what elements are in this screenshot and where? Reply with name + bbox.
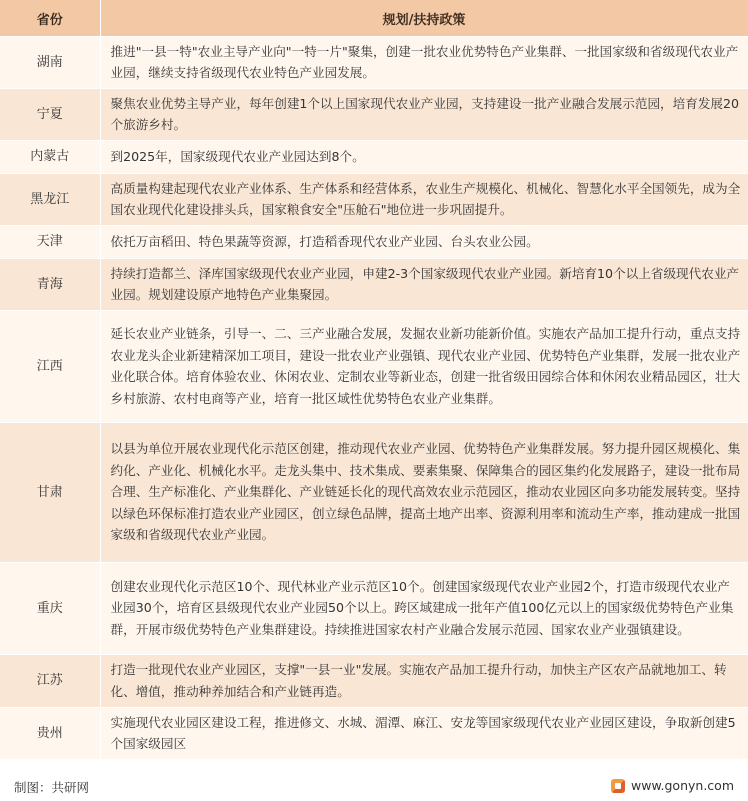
province-cell: 天津 — [0, 226, 100, 259]
province-cell: 黑龙江 — [0, 174, 100, 226]
table-row — [0, 141, 748, 174]
province-cell: 贵州 — [0, 708, 100, 760]
chart-source: 制图：共研网 — [14, 780, 90, 795]
province-cell: 重庆 — [0, 563, 100, 655]
table-row — [0, 226, 748, 259]
province-cell: 甘肃 — [0, 423, 100, 563]
table-header-row — [0, 0, 748, 37]
province-cell: 青海 — [0, 259, 100, 311]
table-row — [0, 655, 748, 708]
policy-cell: 延长农业产业链条，引导一、二、三产业融合发展，发掘农业新功能新价值。实施农产品加工提升行动，重点支持农业龙头企业新建精深加工项目，建设一批农业产业强镇、现代农业产业园、优势特色产业集群，发展一批农业产业化联合体。培育体验农业、休闲农业、定制农业等新业态，创建一批省级田园综合体和休闲农业精品园区，壮大乡村旅游、农村电商等产业，培育一批区域性优势特色农业产业集群。 — [100, 311, 748, 423]
table-row — [0, 423, 748, 563]
policy-cell: 创建农业现代化示范区10个、现代林业产业示范区10个。创建国家级现代农业产业园2个，打造市级现代农业产业园30个，培育区县级现代农业产业园50个以上。跨区域建成一批年产值100亿元以上的国家级优势特色产业集群，开展市级优势特色产业集群建设。持续推进国家农村产业融合发展示范园、国家农业产业强镇建设。 — [100, 563, 748, 655]
footer — [0, 771, 748, 801]
policy-cell: 实施现代农业园区建设工程，推进修文、水城、湄潭、麻江、安龙等国家级现代农业产业园区建设，争取新创建5个国家级园区 — [100, 708, 748, 760]
gonyn-logo-icon — [611, 779, 625, 793]
table-row — [0, 708, 748, 760]
site-credit — [611, 778, 734, 793]
column-header-province: 省份 — [0, 0, 100, 37]
table-row — [0, 174, 748, 226]
table-row — [0, 89, 748, 141]
policy-cell: 依托万亩稻田、特色果蔬等资源，打造稻香现代农业产业园、台头农业公园。 — [100, 226, 748, 259]
policy-cell: 聚焦农业优势主导产业，每年创建1个以上国家现代农业产业园，支持建设一批产业融合发展示范园，培育发展20个旅游乡村。 — [100, 89, 748, 141]
province-cell: 湖南 — [0, 37, 100, 89]
policy-cell: 打造一批现代农业产业园区，支撑"一县一业"发展。实施农产品加工提升行动，加快主产区农产品就地加工、转化、增值，推动种养加结合和产业链再造。 — [100, 655, 748, 708]
table-row — [0, 259, 748, 311]
policy-cell: 高质量构建起现代农业产业体系、生产体系和经营体系，农业生产规模化、机械化、智慧化水平全国领先，成为全国农业现代化建设排头兵，国家粮食安全"压舱石"地位进一步巩固提升。 — [100, 174, 748, 226]
column-header-policy: 规划/扶持政策 — [100, 0, 748, 37]
table-row — [0, 37, 748, 89]
site-url: www.gonyn.com — [631, 778, 734, 793]
policy-cell: 推进"一县一特"农业主导产业向"一特一片"聚集，创建一批农业优势特色产业集群、一批国家级和省级现代农业产业园，继续支持省级现代农业特色产业园发展。 — [100, 37, 748, 89]
province-cell: 内蒙古 — [0, 141, 100, 174]
province-cell: 宁夏 — [0, 89, 100, 141]
table-row — [0, 311, 748, 423]
province-cell: 江苏 — [0, 655, 100, 708]
policy-cell: 持续打造都兰、泽库国家级现代农业产业园，申建2-3个国家级现代农业产业园。新培育10个以上省级现代农业产业园。规划建设原产地特色产业集聚园。 — [100, 259, 748, 311]
province-cell: 江西 — [0, 311, 100, 423]
policy-cell: 到2025年，国家级现代农业产业园达到8个。 — [100, 141, 748, 174]
table-row — [0, 563, 748, 655]
policy-cell: 以县为单位开展农业现代化示范区创建，推动现代农业产业园、优势特色产业集群发展。努力提升园区规模化、集约化、产业化、机械化水平。走龙头集中、技术集成、要素集聚、保障集合的园区集约化发展路子，建设一批布局合理、生产标准化、产业集群化、产业链延长化的现代高效农业示范园区，推动农业园区向多功能发展转变。坚持以绿色环保标准打造农业产业园区，创立绿色品牌，提高土地产出率、资源利用率和流动生产率，推动建成一批国家级和省级现代农业产业园。 — [100, 423, 748, 563]
